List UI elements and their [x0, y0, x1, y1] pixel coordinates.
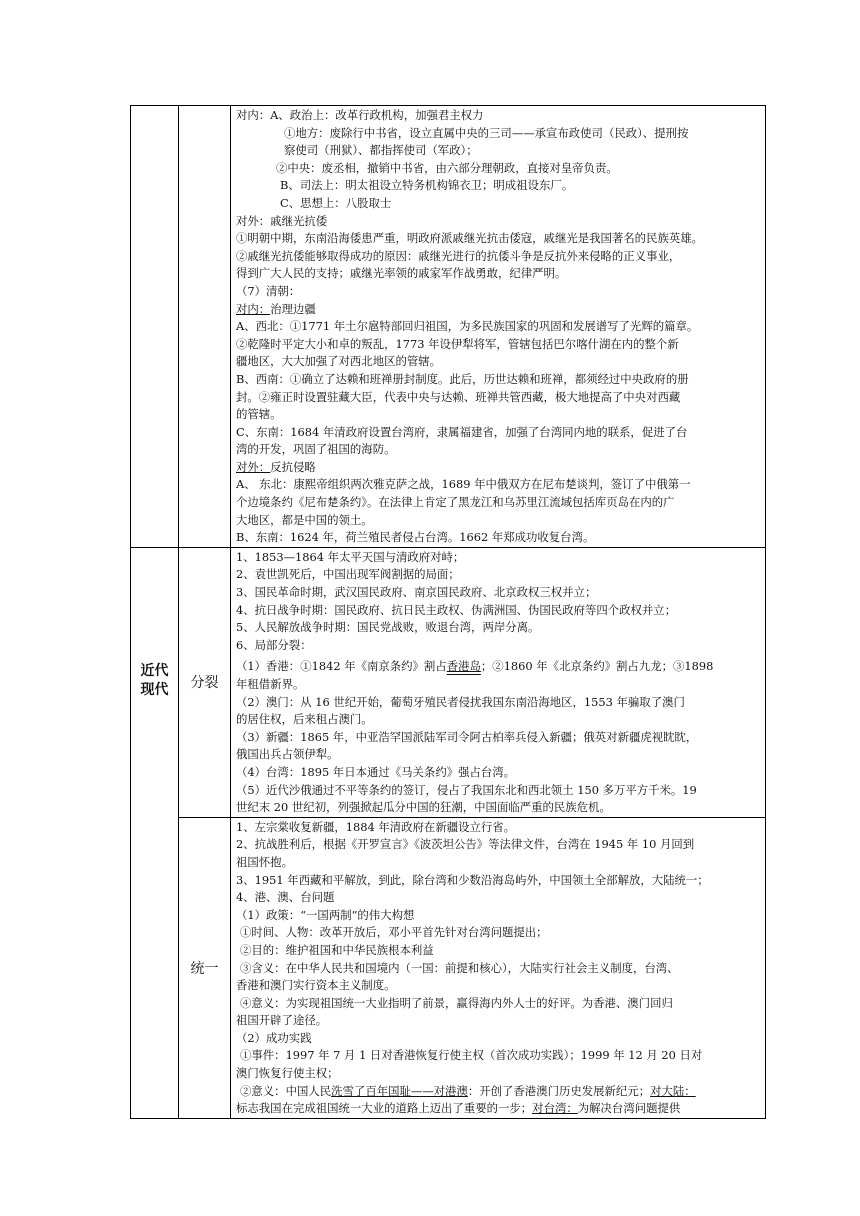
- text-line: 大地区，都是中国的领土。: [236, 512, 373, 527]
- content-cell-split: [231, 547, 766, 817]
- content-cell-ming-qing: [231, 106, 766, 548]
- text-line: 3、1951 年西藏和平解放，到此，除台湾和少数沿海岛屿外，中国领土全部解放，大陆统一；: [236, 872, 709, 887]
- table-row: [131, 817, 766, 1118]
- text-span: （1）香港：①1842 年《南京条约》割占: [236, 659, 447, 674]
- category-cell-split: [179, 547, 231, 817]
- text-line: A、 东北：康熙帝组织两次雅克萨之战，1689 年中俄双方在尼布楚谈判，签订了中俄第一: [236, 477, 691, 492]
- text-line: ①事件：1997 年 7 月 1 日对香港恢复行使主权（首次成功实践）；1999 年 12 月 20 日对: [240, 1048, 703, 1063]
- text-line: 澳门恢复行使主权；: [236, 1066, 339, 1081]
- text-line: ②乾隆时平定大小和卓的叛乱，1773 年设伊犁将军，管辖包括巴尔喀什湖在内的整个新: [236, 336, 679, 351]
- text-span: ②意义：中国人民: [240, 1083, 332, 1098]
- text-line: ①地方：废除行中书省，设立直属中央的三司——承宣布政使司（民政）、提刑按: [284, 125, 689, 140]
- history-summary-table: [130, 105, 766, 1119]
- text-line: 的居住权，后来租占澳门。: [236, 712, 373, 727]
- text-line: [236, 459, 762, 477]
- text-line: B、东南：1624 年，荷兰殖民者侵占台湾。1662 年郑成功收复台湾。: [236, 530, 595, 545]
- text-line: 祖国开辟了途径。: [236, 1013, 328, 1028]
- era-cell-empty: [131, 106, 179, 548]
- table-row: [131, 106, 766, 548]
- text-line: 5、人民解放战争时期：国民党战败，败退台湾，两岸分离。: [236, 620, 540, 635]
- text-line: ②目的：维护祖国和中华民族根本利益: [240, 942, 434, 957]
- text-line: 3、国民革命时期，武汉国民政府、南京国民政府、北京政权三权并立；: [236, 585, 597, 600]
- text-line: 湾的开发，巩固了祖国的海防。: [236, 442, 396, 457]
- text-line: 4、港、澳、台问题: [236, 890, 335, 905]
- text-line: 得到广大人民的支持；戚继光率领的戚家军作战勇敢，纪律严明。: [236, 266, 567, 281]
- text-span: 标志我国在完成祖国统一大业的道路上迈出了重要的一步；: [236, 1101, 533, 1116]
- text-line: 1、1853—1864 年太平天国与清政府对峙；: [236, 549, 465, 564]
- text-line: B、司法上：明太祖设立特务机构锦衣卫；明成祖设东厂。: [280, 178, 574, 193]
- text-line: ②中央：废丞相，撤销中书省，由六部分理朝政，直接对皇帝负责。: [276, 160, 618, 175]
- text-line: （3）新疆：1865 年，中亚浩罕国派陆军司令阿古柏率兵侵入新疆；俄英对新疆虎视眈眈，: [236, 729, 698, 744]
- text-line: [236, 301, 762, 319]
- era-label: [131, 662, 178, 700]
- text-line: 察使司（刑狱）、都指挥使司（军政）；: [284, 143, 478, 158]
- text-line: ①明朝中期，东南沿海倭患严重，明政府派戚继光抗击倭寇，戚继光是我国著名的民族英雄。: [236, 231, 704, 246]
- heading-inner-topic: 治理边疆: [270, 301, 316, 316]
- text-line: （2）澳门：从 16 世纪开始，葡萄牙殖民者侵扰我国东南沿海地区，1553 年骗取了澳门: [236, 694, 685, 709]
- text-line: 香港和澳门实行资本主义制度。: [236, 978, 396, 993]
- text-line: 世纪末 20 世纪初，列强掀起瓜分中国的狂潮，中国面临严重的民族危机。: [236, 800, 611, 815]
- text-line: 对外：戚继光抗倭: [236, 213, 328, 228]
- heading-outer: 对外：: [236, 459, 271, 474]
- text-line: [236, 1083, 762, 1101]
- text-line: 年租借新界。: [236, 677, 305, 691]
- text-line: （7）清朝：: [236, 283, 301, 298]
- text-line: （2）成功实践: [236, 1030, 312, 1045]
- text-line: ②戚继光抗倭能够取得成功的原因：戚继光进行的抗倭斗争是反抗外来侵略的正义事业，: [236, 248, 681, 263]
- text-line: 2、抗战胜利后，根据《开罗宣言》《波茨坦公告》等法律文件，台湾在 1945 年 10 月回到: [236, 837, 695, 852]
- underlined-phrase: 洗雪了百年国耻——对港澳: [331, 1083, 468, 1098]
- text-line: A、西北：①1771 年土尔扈特部回归祖国，为多民族国家的巩固和发展谱写了光辉的篇章。: [236, 319, 699, 334]
- category-label-unify: 统一: [190, 960, 219, 977]
- text-line: 封。②雍正时设置驻藏大臣，代表中央与达赖、班禅共管西藏，极大地提高了中央对西藏: [236, 389, 681, 404]
- heading-inner: 对内：: [236, 301, 271, 316]
- text-span: ：开创了香港澳门历史发展新纪元；: [467, 1083, 651, 1098]
- category-label-split: 分裂: [190, 675, 219, 692]
- text-span: 为解决台湾问题提供: [577, 1101, 681, 1116]
- text-line: 2、袁世凯死后，中国出现军阀割据的局面；: [236, 567, 460, 582]
- text-line: ①时间、人物：改革开放后，邓小平首先针对台湾问题提出；: [240, 925, 548, 940]
- text-line: （4）台湾：1895 年日本通过《马关条约》强占台湾。: [236, 764, 516, 779]
- text-line: C、东南：1684 年清政府设置台湾府，隶属福建省，加强了台湾同内地的联系，促进了台: [236, 424, 688, 439]
- hong-kong-island-highlight: 香港岛: [446, 659, 481, 674]
- text-line: 个边境条约《尼布楚条约》。在法律上肯定了黑龙江和乌苏里江流域包括库页岛在内的广: [236, 495, 675, 510]
- underlined-phrase: 对大陆：: [650, 1083, 696, 1098]
- content-cell-unify: [231, 817, 766, 1118]
- table-row: [131, 547, 766, 817]
- category-cell-unify: [179, 817, 231, 1118]
- text-line: C、思想上：八股取士: [280, 195, 392, 210]
- text-line: [236, 658, 762, 676]
- era-label-line: 现代: [140, 681, 169, 698]
- text-line: 4、抗日战争时期：国民政府、抗日民主政权、伪满洲国、伪国民政府等四个政权并立；: [236, 602, 677, 617]
- text-line: 对内：A、政治上：改革行政机构，加强君主权力: [236, 108, 484, 122]
- text-line: 俄国出兵占领伊犁。: [236, 747, 339, 762]
- text-line: B、西南：①确立了达赖和班禅册封制度。此后，历世达赖和班禅，都须经过中央政府的册: [236, 371, 689, 386]
- text-line: 6、局部分裂：: [236, 637, 312, 652]
- text-line: ③含义：在中华人民共和国境内（一国：前提和核心），大陆实行社会主义制度，台湾、: [240, 960, 679, 975]
- text-line: （5）近代沙俄通过不平等条约的签订，侵占了我国东北和西北领土 150 多万平方千米。19: [236, 782, 697, 797]
- underlined-phrase: 对台湾：: [532, 1101, 578, 1116]
- category-cell-empty: [179, 106, 231, 548]
- era-cell: [131, 547, 179, 1118]
- text-line: （1）政策：“一国两制”的伟大构想: [236, 907, 415, 922]
- heading-outer-topic: 反抗侵略: [270, 459, 316, 474]
- text-line: 1、左宗棠收复新疆，1884 年清政府在新疆设立行省。: [236, 819, 516, 834]
- text-line: [236, 1100, 762, 1118]
- text-line: 祖国怀抱。: [236, 854, 293, 869]
- text-span: ；②1860 年《北京条约》割占九龙；③1898: [480, 659, 714, 674]
- text-line: 的管辖。: [236, 407, 282, 422]
- era-label-line: 近代: [140, 662, 169, 679]
- text-line: ④意义：为实现祖国统一大业指明了前景，赢得海内外人士的好评。为香港、澳门回归: [240, 995, 673, 1010]
- text-line: 疆地区，大大加强了对西北地区的管辖。: [236, 354, 442, 369]
